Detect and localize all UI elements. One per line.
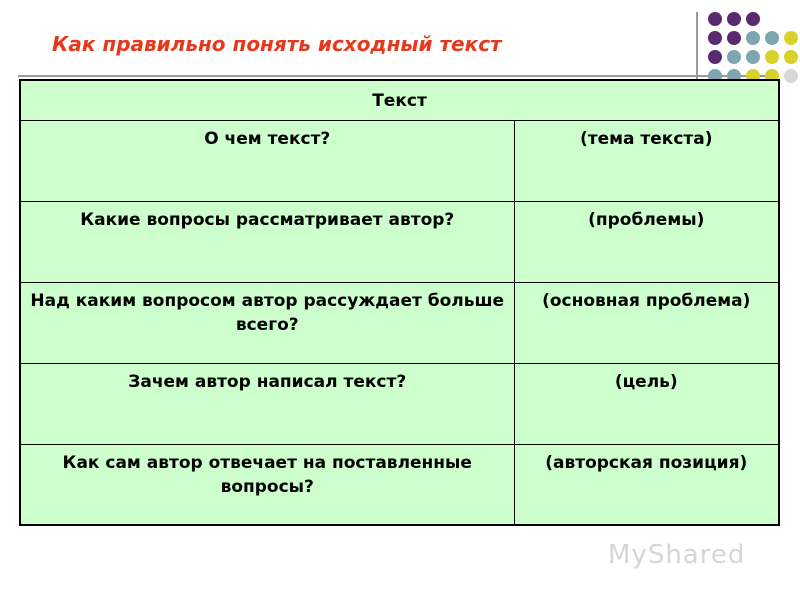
table-row: [20, 363, 779, 444]
question-cell: Какие вопросы рассматривает автор?: [20, 201, 514, 282]
answer-cell: (проблемы): [514, 201, 779, 282]
decorative-dot-grid: [705, 12, 800, 82]
decor-dot: [708, 50, 722, 64]
question-cell: Как сам автор отвечает на поставленные вопросы?: [20, 444, 514, 525]
table-row: [20, 444, 779, 525]
decor-dot: [746, 50, 760, 64]
table-row: [20, 201, 779, 282]
watermark-logo: MyShared: [608, 540, 746, 570]
questions-table: [19, 79, 780, 526]
table-header-row: [20, 80, 779, 120]
answer-cell: (цель): [514, 363, 779, 444]
decor-dot: [727, 50, 741, 64]
decor-dot: [708, 31, 722, 45]
decor-dot: [727, 31, 741, 45]
decorative-horizontal-line: [18, 75, 778, 77]
decor-dot: [746, 31, 760, 45]
answer-cell: (авторская позиция): [514, 444, 779, 525]
decor-dot: [708, 12, 722, 26]
question-cell: Зачем автор написал текст?: [20, 363, 514, 444]
decor-dot: [765, 31, 779, 45]
question-cell: О чем текст?: [20, 120, 514, 201]
decor-dot: [765, 50, 779, 64]
table-row: [20, 120, 779, 201]
decor-dot: [784, 69, 798, 83]
table-header: Текст: [20, 80, 779, 120]
answer-cell: (тема текста): [514, 120, 779, 201]
decor-dot: [784, 31, 798, 45]
answer-cell: (основная проблема): [514, 282, 779, 363]
question-cell: Над каким вопросом автор рассуждает больше всего?: [20, 282, 514, 363]
decor-dot: [727, 12, 741, 26]
slide-title: Как правильно понять исходный текст: [52, 32, 502, 56]
table-row: [20, 282, 779, 363]
decor-dot: [746, 12, 760, 26]
decor-dot: [784, 50, 798, 64]
